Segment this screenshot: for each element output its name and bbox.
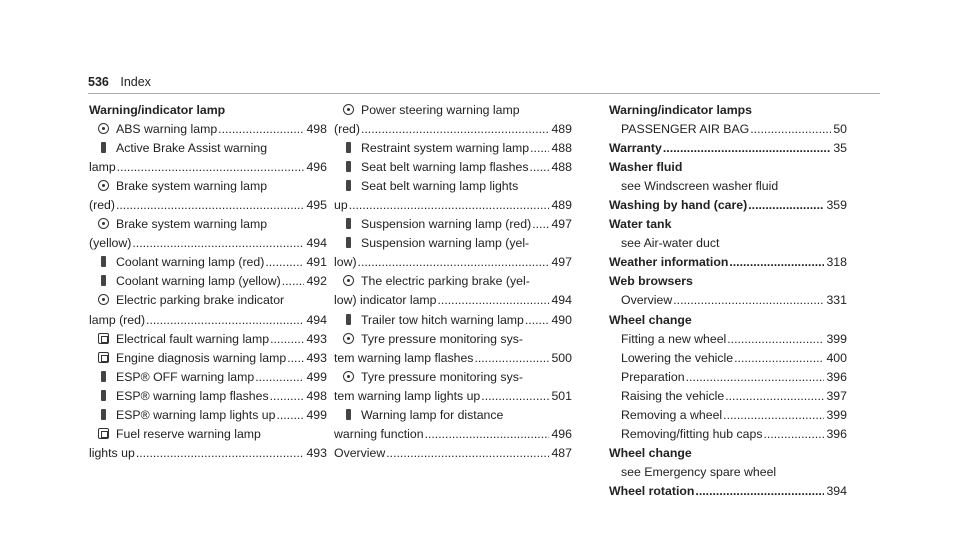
page-reference: 489 (551, 122, 572, 137)
index-entry[interactable] (89, 330, 327, 349)
heading-text: Wheel change (609, 445, 692, 460)
brake-system-icon (98, 180, 109, 191)
entry-label (98, 120, 217, 139)
esp-icon (98, 390, 109, 401)
index-entry[interactable] (609, 368, 847, 387)
entry-label (621, 406, 722, 425)
entry-text: Overview (334, 445, 386, 460)
entry-text: Weather information (609, 255, 729, 270)
index-heading (609, 215, 847, 234)
restraint-system-icon (343, 142, 354, 153)
entry-label (98, 330, 269, 349)
index-entry[interactable] (89, 349, 327, 368)
reference-text: see Air-water duct (621, 236, 720, 251)
leader-dots (750, 120, 831, 139)
entry-text: Seat belt warning lamp flashes (361, 160, 529, 175)
page-reference: 488 (551, 141, 572, 156)
heading-text: Web browsers (609, 274, 693, 289)
entry-text: lamp (red) (89, 312, 146, 327)
entry-label (334, 387, 480, 406)
entry-text: ESP® warning lamp lights up (116, 407, 276, 422)
page-reference: 495 (306, 198, 327, 213)
entry-text: Electric parking brake indicator (116, 293, 285, 308)
suspension-icon (343, 218, 354, 229)
entry-label (621, 120, 749, 139)
leader-dots (734, 349, 824, 368)
seat-belt-icon (343, 161, 354, 172)
leader-dots (529, 158, 549, 177)
leader-dots (438, 291, 550, 310)
page-reference: 497 (551, 255, 572, 270)
entry-text: Tyre pressure monitoring sys- (361, 331, 523, 346)
index-entry-continuation[interactable] (334, 291, 572, 310)
parking-brake-icon (98, 294, 109, 305)
entry-label (343, 311, 524, 330)
index-entry[interactable] (334, 406, 572, 425)
page-reference: 501 (551, 388, 572, 403)
page-reference: 493 (306, 445, 327, 460)
entry-text: Fuel reserve warning lamp (116, 426, 261, 441)
heading-text: Warning/indicator lamps (609, 103, 753, 117)
entry-text: Removing a wheel (621, 407, 723, 422)
index-entry[interactable] (609, 387, 847, 406)
index-heading (609, 272, 847, 291)
index-entry[interactable] (609, 120, 847, 139)
entry-label (609, 196, 747, 215)
entry-text: (red) (334, 122, 360, 137)
entry-text: warning function (334, 426, 424, 441)
index-main-entry[interactable] (609, 139, 847, 158)
index-entry[interactable] (89, 291, 327, 310)
index-entry-continuation[interactable] (89, 234, 327, 253)
entry-text: Trailer tow hitch warning lamp (361, 312, 524, 327)
entry-label (98, 406, 275, 425)
index-entry[interactable] (609, 291, 847, 310)
page-reference: 489 (551, 198, 572, 213)
leader-dots (358, 253, 550, 272)
entry-text: Removing/fitting hub caps (621, 426, 763, 441)
page-reference: 498 (306, 122, 327, 137)
leader-dots (132, 234, 304, 253)
index-entry-continuation[interactable] (334, 425, 572, 444)
index-entry-continuation[interactable] (89, 158, 327, 177)
entry-text: Brake system warning lamp (116, 179, 268, 194)
entry-text: ESP® OFF warning lamp (116, 369, 255, 384)
entry-label (343, 215, 531, 234)
entry-label (89, 196, 115, 215)
entry-label (334, 253, 357, 272)
leader-dots (116, 196, 305, 215)
index-entry-continuation[interactable] (89, 311, 327, 330)
index-main-entry[interactable] (609, 482, 847, 501)
page-reference: 35 (833, 141, 847, 156)
leader-dots (481, 387, 549, 406)
leader-dots (270, 330, 304, 349)
index-entry[interactable] (334, 234, 572, 253)
seat-belt-icon (343, 180, 354, 191)
entry-label (98, 272, 281, 291)
esp-icon (98, 409, 109, 420)
page-reference: 494 (306, 312, 327, 327)
entry-label (343, 139, 529, 158)
header-divider (88, 93, 880, 94)
entry-text: Raising the vehicle (621, 388, 725, 403)
leader-dots (530, 139, 549, 158)
heading-text: Washer fluid (609, 160, 683, 175)
leader-dots (748, 196, 824, 215)
leader-dots (136, 444, 305, 463)
entry-label (621, 349, 733, 368)
entry-label (343, 158, 528, 177)
entry-label (334, 120, 360, 139)
page-reference: 359 (826, 198, 847, 213)
page-reference: 492 (306, 274, 327, 289)
page-reference: 488 (551, 160, 572, 175)
entry-text: Tyre pressure monitoring sys- (361, 369, 523, 384)
index-entry[interactable] (89, 387, 327, 406)
index-heading (609, 444, 847, 463)
index-entry-continuation[interactable] (334, 253, 572, 272)
page-reference: 494 (306, 236, 327, 251)
coolant-icon (98, 256, 109, 267)
entry-text: tem warning lamp lights up (334, 388, 481, 403)
entry-label (89, 444, 135, 463)
index-entry[interactable] (334, 101, 572, 120)
entry-text: lights up (89, 445, 135, 460)
entry-label (89, 234, 131, 253)
index-column-2 (334, 101, 572, 463)
index-entry[interactable] (334, 272, 572, 291)
page-header (88, 75, 151, 89)
entry-text: Lowering the vehicle (621, 350, 734, 365)
leader-dots (287, 349, 304, 368)
page-reference: 487 (551, 445, 572, 460)
entry-text: (red) (89, 198, 115, 213)
page-reference: 397 (826, 388, 847, 403)
entry-label (609, 482, 694, 501)
leader-dots (218, 120, 304, 139)
heading-text: Water tank (609, 217, 672, 232)
entry-text: Active Brake Assist warning (116, 141, 268, 156)
leader-dots (474, 349, 549, 368)
entry-label (98, 349, 286, 368)
tyre-pressure-icon (343, 333, 354, 344)
entry-text: ABS warning lamp (116, 122, 218, 137)
page-reference: 494 (551, 293, 572, 308)
index-main-entry[interactable] (609, 253, 847, 272)
leader-dots (663, 139, 831, 158)
index-column-3 (609, 101, 847, 501)
page-number: 536 (88, 75, 109, 89)
leader-dots (146, 311, 304, 330)
entry-text: (yellow) (89, 236, 132, 251)
see-reference (609, 177, 847, 196)
page-reference: 399 (826, 331, 847, 346)
page-reference: 493 (306, 331, 327, 346)
coolant-icon (98, 275, 109, 286)
page-reference: 318 (826, 255, 847, 270)
page-reference: 331 (826, 293, 847, 308)
engine-icon (98, 352, 109, 363)
entry-label (621, 368, 685, 387)
entry-text: Restraint system warning lamp (361, 141, 530, 156)
entry-text: Coolant warning lamp (yellow) (116, 274, 281, 289)
leader-dots (727, 330, 824, 349)
entry-text: tem warning lamp flashes (334, 350, 474, 365)
entry-text: PASSENGER AIR BAG (621, 122, 750, 137)
index-entry[interactable] (89, 253, 327, 272)
index-entry[interactable] (89, 406, 327, 425)
entry-text: The electric parking brake (yel- (361, 274, 530, 289)
index-entry[interactable] (334, 215, 572, 234)
index-entry[interactable] (334, 139, 572, 158)
index-entry[interactable] (89, 139, 327, 158)
page-reference: 400 (826, 350, 847, 365)
heading-text: Warning/indicator lamp (89, 103, 226, 117)
leader-dots (673, 291, 824, 310)
page-reference: 50 (833, 122, 847, 137)
entry-label (334, 444, 385, 463)
entry-text: Preparation (621, 369, 685, 384)
leader-dots (270, 387, 305, 406)
page-reference: 496 (551, 426, 572, 441)
brake-assist-off-icon (98, 142, 109, 153)
parking-brake-icon (343, 275, 354, 286)
page-reference: 396 (826, 369, 847, 384)
leader-dots (361, 120, 550, 139)
entry-label (609, 139, 662, 158)
index-entry[interactable] (89, 215, 327, 234)
tyre-pressure-icon (343, 371, 354, 382)
entry-label (98, 253, 264, 272)
page-reference: 490 (551, 312, 572, 327)
entry-text: Engine diagnosis warning lamp (116, 350, 287, 365)
leader-dots (425, 425, 550, 444)
distance-warning-icon (343, 409, 354, 420)
index-heading (89, 101, 327, 120)
page-reference: 499 (306, 407, 327, 422)
index-entry[interactable] (89, 272, 327, 291)
entry-text: Coolant warning lamp (red) (116, 255, 265, 270)
entry-label (98, 368, 254, 387)
page-reference: 496 (306, 160, 327, 175)
entry-label (621, 291, 672, 310)
index-entry[interactable] (334, 311, 572, 330)
entry-label (89, 158, 116, 177)
entry-label (621, 330, 726, 349)
entry-text: ESP® warning lamp flashes (116, 388, 269, 403)
index-entry[interactable] (334, 158, 572, 177)
entry-label (609, 253, 728, 272)
entry-text: Electrical fault warning lamp (116, 331, 270, 346)
page-reference: 497 (551, 217, 572, 232)
entry-text: low) indicator lamp (334, 293, 437, 308)
leader-dots (686, 368, 825, 387)
index-main-entry[interactable] (609, 196, 847, 215)
leader-dots (532, 215, 549, 234)
heading-text: Wheel change (609, 312, 692, 327)
entry-text: up (334, 198, 348, 213)
index-entry[interactable] (89, 177, 327, 196)
leader-dots (729, 253, 824, 272)
entry-text: Fitting a new wheel (621, 331, 727, 346)
leader-dots (255, 368, 304, 387)
index-entry[interactable] (89, 368, 327, 387)
index-heading (609, 101, 847, 120)
fuel-icon (98, 428, 109, 439)
suspension-icon (343, 237, 354, 248)
entry-label (334, 291, 437, 310)
leader-dots (349, 196, 550, 215)
index-entry-continuation[interactable] (334, 444, 572, 463)
section-title: Index (120, 75, 151, 89)
index-column-1 (89, 101, 327, 463)
entry-label (98, 387, 269, 406)
entry-label (89, 311, 145, 330)
leader-dots (725, 387, 824, 406)
index-entry-continuation[interactable] (89, 196, 327, 215)
entry-text: Warranty (609, 141, 662, 156)
esp-off-icon (98, 371, 109, 382)
index-entry[interactable] (89, 120, 327, 139)
index-entry-continuation[interactable] (334, 349, 572, 368)
index-entry-continuation[interactable] (334, 387, 572, 406)
entry-label (334, 196, 348, 215)
see-reference (609, 463, 847, 482)
index-heading (609, 311, 847, 330)
index-entry[interactable] (334, 330, 572, 349)
entry-label (621, 387, 724, 406)
entry-label (334, 349, 473, 368)
index-entry[interactable] (609, 425, 847, 444)
entry-label (621, 425, 763, 444)
leader-dots (276, 406, 304, 425)
index-entry[interactable] (609, 349, 847, 368)
index-entry-continuation[interactable] (334, 120, 572, 139)
page-reference: 500 (551, 350, 572, 365)
page-reference: 498 (306, 388, 327, 403)
entry-text: Warning lamp for distance (361, 407, 504, 422)
page-reference: 394 (826, 483, 847, 498)
entry-text: Overview (621, 293, 673, 308)
page-reference: 396 (826, 426, 847, 441)
page-reference: 399 (826, 407, 847, 422)
index-entry[interactable] (609, 406, 847, 425)
leader-dots (265, 253, 304, 272)
index-entry[interactable] (334, 368, 572, 387)
index-entry[interactable] (89, 425, 327, 444)
leader-dots (282, 272, 305, 291)
leader-dots (723, 406, 824, 425)
entry-text: Suspension warning lamp (yel- (361, 236, 530, 251)
entry-text: lamp (89, 160, 116, 175)
reference-text: see Emergency spare wheel (621, 464, 777, 479)
battery-icon (98, 333, 109, 344)
page-reference: 499 (306, 369, 327, 384)
page-reference: 491 (306, 255, 327, 270)
entry-text: Suspension warning lamp (red) (361, 217, 532, 232)
index-entry-continuation[interactable] (334, 196, 572, 215)
entry-text: Wheel rotation (609, 483, 695, 498)
entry-label (334, 425, 424, 444)
entry-text: low) (334, 255, 357, 270)
entry-text: Power steering warning lamp (361, 103, 520, 117)
leader-dots (386, 444, 549, 463)
entry-text: Washing by hand (care) (609, 198, 748, 213)
leader-dots (525, 311, 550, 330)
index-entry-continuation[interactable] (89, 444, 327, 463)
brake-system-icon (98, 218, 109, 229)
reference-text: see Windscreen washer fluid (621, 179, 779, 194)
see-reference (609, 234, 847, 253)
trailer-hitch-icon (343, 314, 354, 325)
index-entry[interactable] (334, 177, 572, 196)
page-reference: 493 (306, 350, 327, 365)
entry-text: Brake system warning lamp (116, 217, 268, 232)
index-heading (609, 158, 847, 177)
entry-text: Seat belt warning lamp lights (361, 179, 519, 194)
power-steering-icon (343, 104, 354, 115)
leader-dots (117, 158, 305, 177)
index-entry[interactable] (609, 330, 847, 349)
leader-dots (764, 425, 825, 444)
abs-icon (98, 123, 109, 134)
leader-dots (695, 482, 824, 501)
